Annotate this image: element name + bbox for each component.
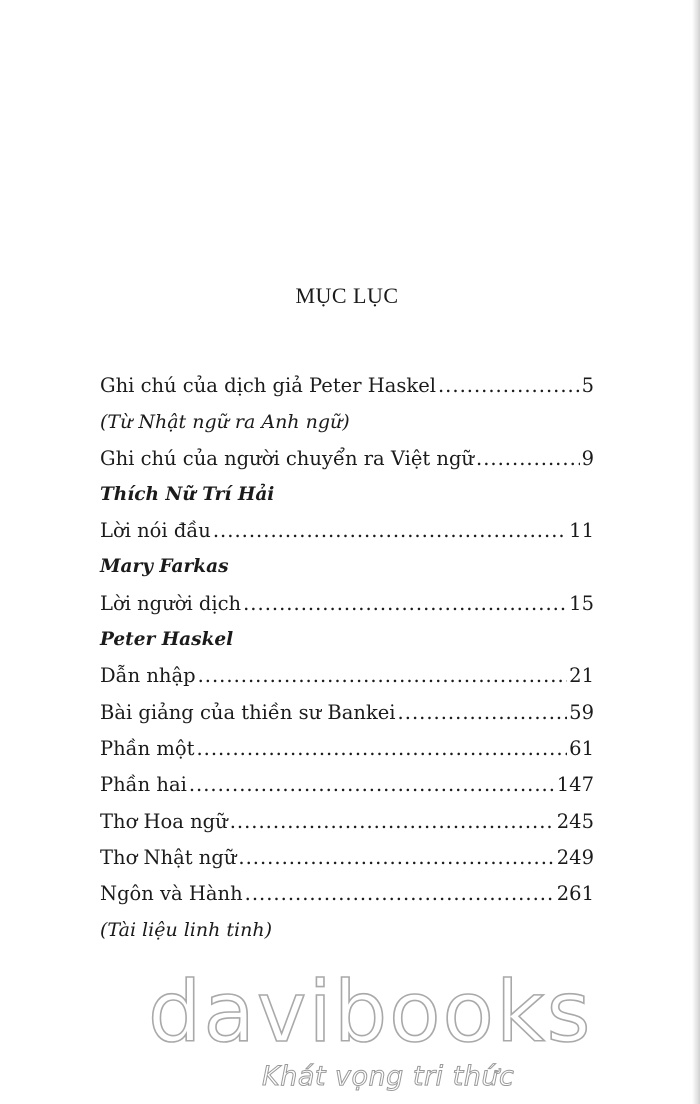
toc-entry-label: Dẫn nhập	[100, 664, 196, 688]
toc-entry-page: 9	[581, 446, 594, 470]
toc-entry-page: 5	[581, 374, 594, 397]
toc-entry-label: Phần một	[100, 736, 195, 760]
toc-entry-page: 61	[569, 736, 594, 760]
toc-author-mary-farkas: Mary Farkas	[100, 556, 229, 578]
toc-entry-label: Ghi chú của dịch giả Peter Haskel	[100, 374, 436, 397]
dot-leader	[230, 804, 555, 840]
toc-entry-label: Phần hai	[100, 773, 187, 797]
toc-entry-label: Lời nói đầu	[100, 519, 211, 543]
toc-entry-page: 11	[569, 519, 594, 543]
toc-entry-chinese-poems[interactable]	[100, 804, 594, 840]
dot-leader	[189, 767, 555, 803]
toc-entry-bankei-sermons[interactable]	[100, 695, 594, 731]
table-of-contents	[100, 368, 594, 949]
dot-leader	[198, 658, 568, 694]
toc-entry-japanese-poems[interactable]	[100, 840, 594, 876]
toc-entry-vietnamese-translator-note[interactable]	[100, 441, 594, 477]
toc-entry-label: Ghi chú của người chuyển ra Việt ngữ	[100, 446, 474, 470]
dot-leader	[245, 876, 555, 912]
toc-entry-label: Bài giảng của thiền sư Bankei	[100, 700, 396, 724]
dot-leader	[476, 441, 580, 477]
page-title: MỤC LỤC	[295, 283, 399, 308]
toc-entry-page: 59	[569, 700, 594, 724]
dot-leader	[213, 513, 567, 549]
toc-entry-translator-note[interactable]	[100, 368, 594, 404]
publisher-watermark	[0, 958, 694, 1104]
toc-entry-page: 21	[569, 664, 594, 688]
page-edge-shadow	[692, 0, 700, 1104]
toc-entry-label: Lời người dịch	[100, 591, 242, 615]
toc-entry-translator-foreword[interactable]	[100, 586, 594, 622]
dot-leader	[196, 731, 567, 767]
toc-entry-page: 147	[556, 773, 594, 797]
dot-leader	[238, 840, 554, 876]
toc-entry-label: Thơ Hoa ngữ	[100, 809, 228, 833]
toc-entry-page: 245	[556, 809, 594, 833]
toc-author-tri-hai: Thích Nữ Trí Hải	[100, 483, 275, 505]
toc-entry-words-and-deeds[interactable]	[100, 876, 594, 912]
toc-entry-introduction[interactable]	[100, 658, 594, 694]
dot-leader	[243, 586, 567, 622]
toc-entry-preface[interactable]	[100, 513, 594, 549]
toc-entry-label: Thơ Nhật ngữ	[100, 845, 237, 869]
watermark-logo-text: davibooks	[148, 963, 593, 1061]
toc-entry-page: 261	[556, 882, 594, 906]
toc-entry-page: 249	[556, 845, 594, 869]
watermark-tagline: Khát vọng tri thức	[262, 1061, 515, 1092]
toc-entry-label: Ngôn và Hành	[100, 882, 243, 906]
dot-leader	[398, 695, 568, 731]
toc-entry-part-two[interactable]	[100, 767, 594, 803]
toc-note-source-language: (Từ Nhật ngữ ra Anh ngữ)	[100, 411, 350, 434]
toc-author-peter-haskel: Peter Haskel	[100, 629, 234, 651]
toc-entry-page: 15	[569, 591, 594, 615]
toc-entry-part-one[interactable]	[100, 731, 594, 767]
toc-note-miscellaneous: (Tài liệu linh tinh)	[100, 919, 272, 942]
dot-leader	[438, 368, 580, 404]
